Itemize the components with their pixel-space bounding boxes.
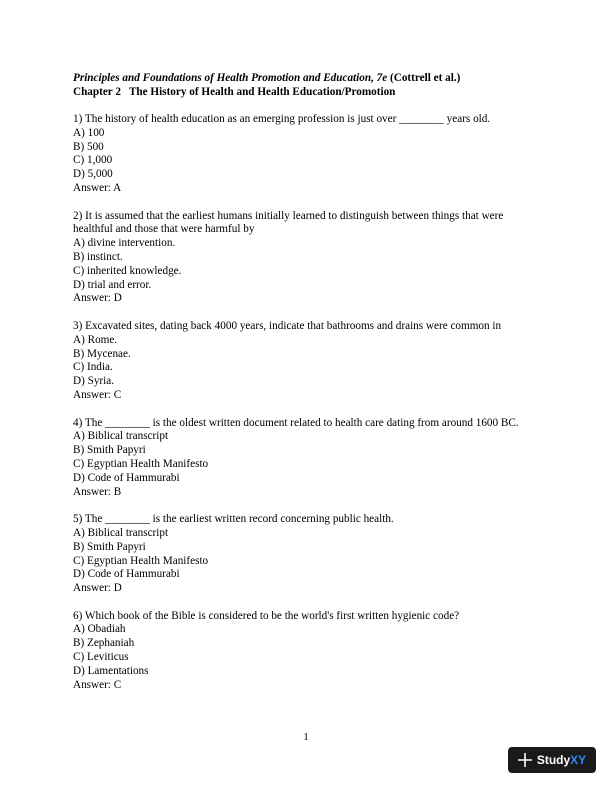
option-c: C) 1,000 <box>73 154 113 167</box>
answer: Answer: D <box>73 582 122 595</box>
option-d: D) 5,000 <box>73 168 113 181</box>
studyxy-watermark[interactable] <box>508 747 596 773</box>
option-d: D) Lamentations <box>73 664 149 677</box>
option-a: A) divine intervention. <box>73 237 176 250</box>
option-a: A) Biblical transcript <box>73 430 169 443</box>
question-6 <box>73 610 543 693</box>
option-c: C) inherited knowledge. <box>73 264 182 277</box>
document-page <box>73 71 543 706</box>
option-b: B) Mycenae. <box>73 347 131 360</box>
page-number: 1 <box>303 731 309 743</box>
answer: Answer: A <box>73 181 122 194</box>
question-1 <box>73 113 543 196</box>
chapter-title: The History of Health and Health Education/Promotion <box>128 86 396 98</box>
book-authors: (Cottrell et al.) <box>390 72 461 84</box>
book-title-line <box>73 71 543 85</box>
answer: Answer: B <box>73 485 122 498</box>
option-b: B) Smith Papyri <box>73 540 146 553</box>
chapter-label: Chapter 2 <box>73 86 121 98</box>
question-list <box>73 113 543 692</box>
option-b: B) Smith Papyri <box>73 444 146 457</box>
question-3 <box>73 320 543 403</box>
answer: Answer: C <box>73 678 122 691</box>
answer: Answer: C <box>73 388 122 401</box>
option-d: D) trial and error. <box>73 278 152 291</box>
chapter-heading <box>73 85 543 99</box>
question-text: 4) The ________ is the oldest written document related to health care dating from around 1600 BC. <box>73 416 519 429</box>
option-c: C) Egyptian Health Manifesto <box>73 554 209 567</box>
answer: Answer: D <box>73 292 122 305</box>
option-d: D) Code of Hammurabi <box>73 471 180 484</box>
option-d: D) Syria. <box>73 375 115 388</box>
option-a: A) Obadiah <box>73 623 126 636</box>
option-d: D) Code of Hammurabi <box>73 568 180 581</box>
option-b: B) Zephaniah <box>73 637 135 650</box>
question-text: 1) The history of health education as an emerging profession is just over ________ years old. <box>73 113 491 125</box>
question-2 <box>73 210 543 307</box>
question-text: 3) Excavated sites, dating back 4000 years, indicate that bathrooms and drains were common in <box>73 319 502 332</box>
option-a: A) Biblical transcript <box>73 526 169 539</box>
question-4 <box>73 417 543 500</box>
option-a: A) 100 <box>73 126 105 139</box>
question-5 <box>73 513 543 596</box>
book-title: Principles and Foundations of Health Promotion and Education, 7e <box>73 72 388 84</box>
option-c: C) Egyptian Health Manifesto <box>73 457 209 470</box>
studyxy-logo-text <box>537 753 586 767</box>
option-c: C) Leviticus <box>73 651 129 664</box>
question-text: 2) It is assumed that the earliest humans initially learned to distinguish between things that were healthful and those that were harmful by <box>73 209 504 236</box>
brand-suffix: XY <box>570 753 587 767</box>
option-b: B) 500 <box>73 140 104 153</box>
question-text: 6) Which book of the Bible is considered to be the world's first written hygienic code? <box>73 609 460 622</box>
plus-icon <box>518 753 532 767</box>
option-c: C) India. <box>73 361 113 374</box>
option-b: B) instinct. <box>73 250 123 263</box>
question-text: 5) The ________ is the earliest written record concerning public health. <box>73 513 394 526</box>
option-a: A) Rome. <box>73 333 118 346</box>
brand-text: Study <box>536 753 571 767</box>
